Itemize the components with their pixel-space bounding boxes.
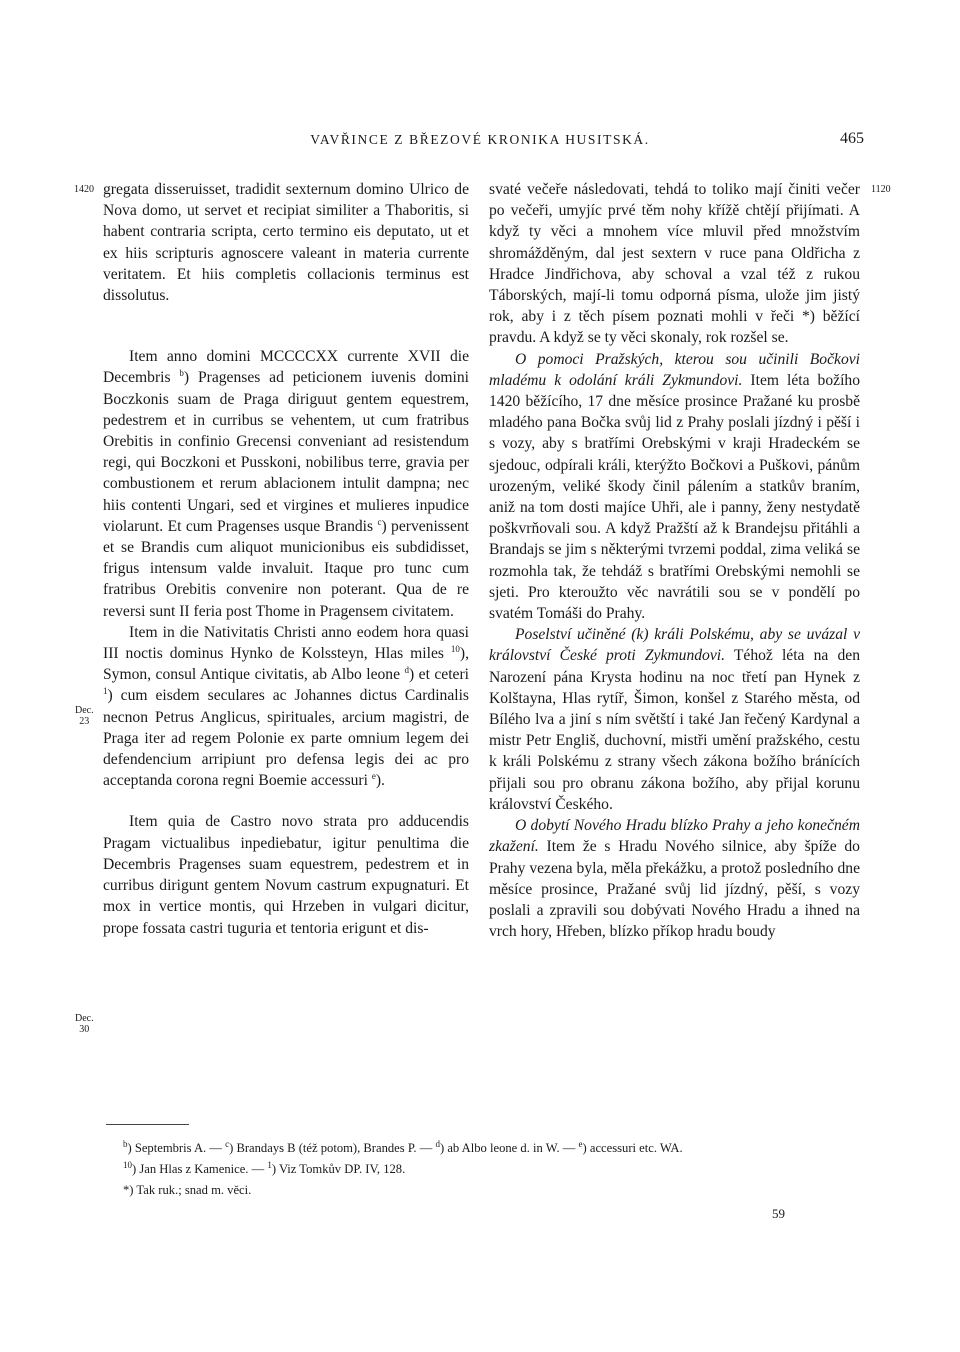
margin-date-dec-23 (75, 705, 94, 727)
margin-date-month: Dec. (75, 705, 94, 716)
text-run: ) Pragenses ad peticionem iuvenis domini Boczkonis suam de Praga diriguut gentem equestrem, pedestrem et in curribus se vehentem, ut cum fratribus Orebitis in confinio Grecensi conveniant ad resistendum regi, qui Boczkoni et Pusskoni, nobilibus terre, gravia per combustionem et rerum ablacionem intulit dampna; nec hiis contenti Ungari, sed et virgines et mulieres inpudice violarunt. Et cum Pragenses usque Brandis (103, 369, 469, 535)
footnote-ref: b (179, 368, 184, 379)
latin-paragraph-3 (103, 622, 469, 792)
footnote-mark: 1 (267, 1159, 272, 1170)
margin-date-dec-30 (75, 1013, 94, 1035)
text-run: Item in die Nativitatis Christi anno eodem hora quasi III noctis dominus Hynko de Kolssteyn, Hlas miles (103, 623, 469, 663)
footnote-mark: c (225, 1138, 230, 1149)
text-run: Item že s Hradu Nového silnice, aby špíže do Prahy vezena byla, měla překážku, a protož posledního dne měsíce prosince, Pražané svůj lid jízdný, pěší, s vozy poslali a zpravili sou dobývati Nového Hradu a ihned na vrch hory, Hřeben, blízko příkop hradu boudy (489, 838, 860, 941)
latin-column (103, 179, 469, 939)
footnote-line-2 (123, 1159, 883, 1180)
latin-paragraph-2 (103, 346, 469, 622)
latin-paragraph-4: Item quia de Castro novo strata pro adducendis Pragam victualibus inpediebatur, igitur penultima die Decembris Pragenses suam equestrem, pedestrem et in curribus dirigunt gentem Novum castrum expugnaturi. Et mox in vertice montis, qui Hrzeben in vulgari dicitur, prope fossata castri tuguria et tentoria erigunt et dis- (103, 813, 469, 937)
footnote-divider (106, 1124, 189, 1125)
text-run: ) ab Albo leone d. in W. — (439, 1141, 579, 1155)
section-heading: O pomoci Pražských, kterou sou učinili Bočkovi mladému k odolání králi Zykmundovi. (489, 350, 860, 389)
text-run: ) cum eisdem seculares ac Johannes dictus Cardinalis necnon Petrus Anglicus, spirituales, arcium magistri, de Praga iter ad regem Polonie ex parte omnium legem dei defendencium arripiunt pro defensa legis dei ac pro acceptanda corona regni Boemie accessuri (103, 687, 469, 790)
margin-year-right: 1120 (871, 184, 891, 195)
page-header (0, 132, 960, 156)
text-run: ) Septembris A. — (127, 1141, 226, 1155)
footnote-mark: e (578, 1138, 583, 1149)
footnote-mark: d (435, 1138, 440, 1149)
footnote-ref: c (377, 516, 382, 527)
text-run: Item léta božího 1420 běžícího, 17 dne měsíce prosince Pražané ku prosbě mladého pana Bočka svůj lid z Prahy poslali jízdný i pěší i s vozy, aby s bratřími Orebskými v kraji Hradeckém se sjedouc, odpírali králi, kterýžto Bočkovi a Puškovi, pánům urozeným, veliké škody činil pálením a statkův braním, aniž na tom dosti majíce Uhři, ale i panny, ženy nestydatě poškvrňovali sou. A když Pražští až k Brandejsu přitáhli a Brandajs se jim s některými tvrzemi poddal, zima veliká se rozmohla tak, že tehdáž s bratřími Orebskými nemohli se sjeti. Pro kteroužto věc navrátili sou se v pondělí po svatém Tomáši do Prahy. (489, 371, 860, 623)
text-run: ) et ceteri (409, 666, 469, 684)
section-heading: Poselství učiněné (k) králi Polskému, aby se uvázal v království České proti Zykmundovi. (489, 626, 860, 665)
footnote-line-3: *) Tak ruk.; snad m. věci. (123, 1183, 252, 1197)
text-run: ) Viz Tomkův DP. IV, 128. (271, 1162, 406, 1176)
czech-paragraph-1: svaté večeře následovati, tehdá to toliko mají činiti večer po večeři, umyjíc prvé těm nohy křížě chtějí přijímati. A když ty věci a mnohem více mluvil před množstvím shromážděným, dal jest sextern v ruce pana Oldřicha z Hradce Jindřichova, aby schoval a vzal též z rukou Táborských, mají-li tomu odporná písma, ulože jim jistý rok, aby i z těch písem poznati mohli v řeči *) běžící pravdu. A když se ty věci skonaly, rok rozšel se. (489, 181, 860, 347)
czech-column (489, 179, 860, 942)
text-run: ) accessuri etc. WA. (582, 1141, 683, 1155)
text-run: Téhož léta na den Narození pána Krysta hodinu na noc třetí pan Hynek z Kolštayna, Hlas rytíř, Šimon, konšel z Starého města, od Bílého lva a jiní s ním světští i také Jan řečený Kardynal a mistr Petr Engliš, duchovní, mistři umění pražského, cestu k králi Polskému z strany všech zákona božího bránících přijali sou pro obranu zákona božího, aby přijal korunu království Českého. (489, 647, 860, 813)
margin-date-month: Dec. (75, 1013, 94, 1024)
footnote-ref: 10 (450, 643, 460, 654)
czech-paragraph-3 (489, 624, 860, 815)
footnotes (123, 1138, 883, 1201)
signature-mark: 59 (772, 1206, 785, 1221)
margin-date-day: 23 (79, 716, 90, 727)
text-run: Item anno domini MCCCCXX currente XVII die Decembris (103, 348, 469, 387)
text-run: ) pervenissent et se Brandis cum aliquot municionibus eis subdidisset, frigus intensum valde invaluit. Itaque pro tunc cum fratribus Orebitis convenire non poterant. Qua de re reversi sunt II feria post Thome in Pragensem civitatem. (103, 517, 469, 620)
footnote-mark: 10 (123, 1159, 132, 1170)
footnote-ref: 1 (103, 686, 108, 697)
czech-paragraph-2 (489, 349, 860, 625)
text-run: ), Symon, consul Antique civitatis, ab Albo leone (103, 645, 469, 684)
section-heading: O dobytí Nového Hradu blízko Prahy a jeho konečném zkažení. (489, 817, 860, 856)
footnote-ref: d (404, 665, 409, 676)
running-title: VAVŘINCE Z BŘEZOVÉ KRONIKA HUSITSKÁ. (310, 132, 650, 147)
text-run: ). (375, 772, 385, 790)
footnote-ref: e (371, 771, 376, 782)
latin-paragraph-1: gregata disseruisset, tradidit sexternum domino Ulrico de Nova domo, ut servet et recipiat similiter a Thaboritis, si habent contraria scripta, certo termino eis deputato, ut et ex hiis scripturis agnoscere valeant in materia currente veritatem. Et hiis completis collacionis terminus est dissolutus. (103, 181, 469, 305)
footnote-mark: b (123, 1138, 128, 1149)
text-run: ) Brandays B (též potom), Brandes P. — (229, 1141, 436, 1155)
margin-date-day: 30 (79, 1024, 90, 1035)
page-number: 465 (840, 130, 864, 147)
footnote-line-1 (123, 1138, 883, 1159)
text-run: ) Jan Hlas z Kamenice. — (132, 1162, 268, 1176)
margin-year-left: 1420 (74, 184, 94, 195)
czech-paragraph-4 (489, 815, 860, 942)
